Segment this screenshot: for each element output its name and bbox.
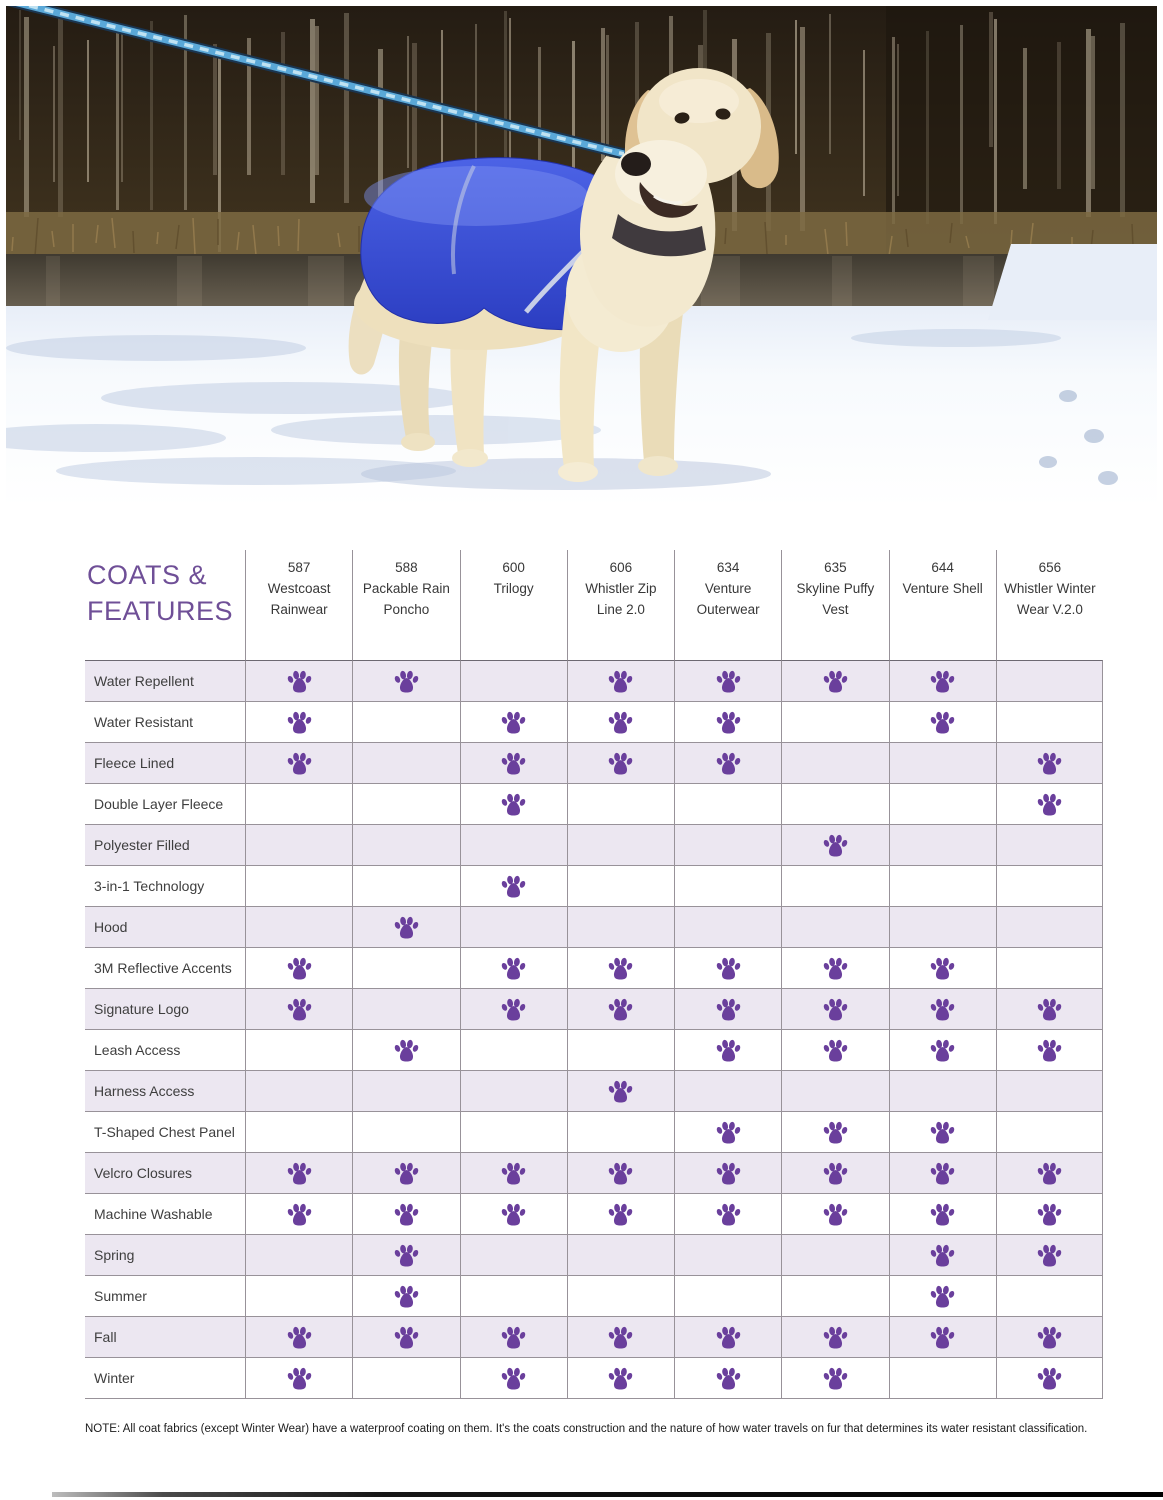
- feature-cell: [674, 988, 781, 1029]
- paw-print-icon: [1036, 1038, 1063, 1063]
- feature-cell: [245, 1111, 352, 1152]
- feature-label: Hood: [85, 906, 245, 947]
- feature-cell: [674, 1275, 781, 1316]
- paw-print-icon: [286, 751, 313, 776]
- feature-cell: [352, 824, 459, 865]
- feature-cell: [781, 1316, 888, 1357]
- feature-cell: [460, 1234, 567, 1275]
- feature-cell: [352, 988, 459, 1029]
- feature-cell: [352, 1316, 459, 1357]
- paw-print-icon: [929, 997, 956, 1022]
- paw-print-icon: [929, 1120, 956, 1145]
- feature-label: Fall: [85, 1316, 245, 1357]
- paw-print-icon: [286, 997, 313, 1022]
- paw-print-icon: [822, 956, 849, 981]
- feature-cell: [996, 1357, 1103, 1399]
- feature-cell: [674, 742, 781, 783]
- feature-label: Water Repellent: [85, 660, 245, 701]
- paw-print-icon: [715, 1202, 742, 1227]
- feature-cell: [889, 906, 996, 947]
- footnote: NOTE: All coat fabrics (except Winter Wear) have a waterproof coating on them. It's the coats construction and the nature of how water travels on fur that determines its water resistant classification.: [85, 1423, 1088, 1435]
- coat-name: Venture Outerwear: [696, 580, 760, 617]
- feature-cell: [781, 1152, 888, 1193]
- feature-cell: [567, 1070, 674, 1111]
- feature-cell: [352, 1152, 459, 1193]
- feature-cell: [567, 660, 674, 701]
- paw-print-icon: [715, 669, 742, 694]
- feature-cell: [352, 783, 459, 824]
- feature-label: Leash Access: [85, 1029, 245, 1070]
- feature-cell: [245, 783, 352, 824]
- feature-cell: [674, 1111, 781, 1152]
- feature-cell: [352, 1111, 459, 1152]
- paw-print-icon: [822, 1202, 849, 1227]
- feature-cell: [996, 988, 1103, 1029]
- feature-cell: [781, 906, 888, 947]
- coat-name: Whistler Winter Wear V.2.0: [1004, 580, 1096, 617]
- paw-print-icon: [500, 1202, 527, 1227]
- feature-cell: [245, 906, 352, 947]
- feature-label: Summer: [85, 1275, 245, 1316]
- features-table: [85, 550, 1103, 1399]
- feature-cell: [460, 1275, 567, 1316]
- paw-print-icon: [822, 833, 849, 858]
- paw-print-icon: [929, 1284, 956, 1309]
- feature-cell: [460, 783, 567, 824]
- feature-cell: [889, 1070, 996, 1111]
- feature-cell: [245, 1234, 352, 1275]
- feature-cell: [460, 865, 567, 906]
- feature-cell: [352, 701, 459, 742]
- dog-paw: [401, 433, 435, 451]
- paw-print-icon: [607, 710, 634, 735]
- feature-cell: [352, 1275, 459, 1316]
- feature-cell: [460, 988, 567, 1029]
- feature-cell: [781, 988, 888, 1029]
- feature-cell: [889, 660, 996, 701]
- feature-cell: [781, 660, 888, 701]
- feature-cell: [352, 865, 459, 906]
- paw-print-icon: [393, 1243, 420, 1268]
- feature-cell: [245, 701, 352, 742]
- paw-print-icon: [393, 669, 420, 694]
- feature-cell: [352, 906, 459, 947]
- feature-cell: [996, 1234, 1103, 1275]
- paw-print-icon: [500, 792, 527, 817]
- feature-cell: [460, 1111, 567, 1152]
- feature-cell: [460, 1193, 567, 1234]
- coat-number: 600: [502, 560, 525, 575]
- feature-cell: [781, 783, 888, 824]
- paw-print-icon: [929, 1038, 956, 1063]
- hero-photo: [6, 6, 1157, 508]
- feature-cell: [567, 988, 674, 1029]
- feature-cell: [996, 1152, 1103, 1193]
- feature-cell: [674, 701, 781, 742]
- feature-cell: [889, 947, 996, 988]
- column-header: [567, 550, 674, 660]
- feature-cell: [781, 1070, 888, 1111]
- feature-cell: [352, 947, 459, 988]
- feature-cell: [352, 742, 459, 783]
- feature-cell: [674, 1357, 781, 1399]
- coat-name: Skyline Puffy Vest: [796, 580, 875, 617]
- paw-print-icon: [286, 956, 313, 981]
- feature-cell: [567, 947, 674, 988]
- paw-print-icon: [715, 1161, 742, 1186]
- feature-label: Winter: [85, 1357, 245, 1399]
- feature-cell: [674, 1152, 781, 1193]
- feature-cell: [567, 1029, 674, 1070]
- feature-label: Fleece Lined: [85, 742, 245, 783]
- paw-print-icon: [715, 1038, 742, 1063]
- feature-label: Velcro Closures: [85, 1152, 245, 1193]
- column-header: [889, 550, 996, 660]
- feature-cell: [889, 865, 996, 906]
- feature-cell: [996, 906, 1103, 947]
- feature-cell: [352, 1193, 459, 1234]
- feature-cell: [996, 1111, 1103, 1152]
- feature-cell: [996, 947, 1103, 988]
- feature-cell: [996, 783, 1103, 824]
- feature-cell: [245, 1357, 352, 1399]
- table-title: [85, 550, 245, 660]
- paw-print-icon: [500, 874, 527, 899]
- paw-print-icon: [929, 710, 956, 735]
- feature-cell: [352, 1234, 459, 1275]
- feature-cell: [889, 824, 996, 865]
- column-header: [781, 550, 888, 660]
- feature-cell: [245, 1275, 352, 1316]
- paw-print-icon: [1036, 1366, 1063, 1391]
- feature-cell: [674, 824, 781, 865]
- table-title-line-1: COATS &: [87, 560, 208, 590]
- feature-cell: [889, 701, 996, 742]
- feature-cell: [567, 1357, 674, 1399]
- feature-cell: [567, 865, 674, 906]
- feature-cell: [245, 1193, 352, 1234]
- feature-cell: [889, 1357, 996, 1399]
- feature-cell: [567, 1152, 674, 1193]
- feature-cell: [567, 1193, 674, 1234]
- paw-print-icon: [500, 956, 527, 981]
- paw-print-icon: [929, 956, 956, 981]
- feature-cell: [781, 701, 888, 742]
- feature-cell: [674, 660, 781, 701]
- paw-print-icon: [393, 1325, 420, 1350]
- paw-print-icon: [822, 1325, 849, 1350]
- paw-print-icon: [607, 1161, 634, 1186]
- coat-number: 588: [395, 560, 418, 575]
- feature-cell: [781, 742, 888, 783]
- feature-cell: [674, 1234, 781, 1275]
- feature-cell: [567, 742, 674, 783]
- paw-print-icon: [607, 1325, 634, 1350]
- paw-print-icon: [607, 1079, 634, 1104]
- feature-cell: [460, 1070, 567, 1111]
- feature-cell: [245, 865, 352, 906]
- column-header: [352, 550, 459, 660]
- feature-cell: [567, 701, 674, 742]
- feature-cell: [781, 1357, 888, 1399]
- paw-print-icon: [1036, 1325, 1063, 1350]
- paw-print-icon: [822, 1161, 849, 1186]
- feature-cell: [460, 701, 567, 742]
- snow-right-bank: [988, 244, 1157, 320]
- feature-cell: [889, 1234, 996, 1275]
- feature-cell: [567, 906, 674, 947]
- feature-cell: [889, 1193, 996, 1234]
- feature-cell: [567, 1111, 674, 1152]
- paw-print-icon: [929, 669, 956, 694]
- paw-print-icon: [286, 710, 313, 735]
- feature-cell: [460, 906, 567, 947]
- paw-print-icon: [393, 1284, 420, 1309]
- dog-nose: [621, 152, 651, 176]
- feature-cell: [674, 1070, 781, 1111]
- feature-cell: [781, 1111, 888, 1152]
- coat-number: 656: [1038, 560, 1062, 575]
- paw-print-icon: [607, 997, 634, 1022]
- paw-print-icon: [715, 1366, 742, 1391]
- paw-print-icon: [286, 1366, 313, 1391]
- paw-print-icon: [715, 710, 742, 735]
- feature-cell: [996, 742, 1103, 783]
- feature-cell: [996, 701, 1103, 742]
- paw-print-icon: [286, 1202, 313, 1227]
- coat-number: 634: [716, 560, 740, 575]
- paw-print-icon: [607, 1202, 634, 1227]
- feature-cell: [460, 1152, 567, 1193]
- feature-cell: [889, 1029, 996, 1070]
- paw-print-icon: [929, 1202, 956, 1227]
- feature-cell: [245, 1152, 352, 1193]
- paw-print-icon: [607, 956, 634, 981]
- feature-cell: [460, 1357, 567, 1399]
- column-header: [996, 550, 1103, 660]
- feature-cell: [460, 1029, 567, 1070]
- feature-cell: [352, 1029, 459, 1070]
- column-header: [674, 550, 781, 660]
- feature-cell: [674, 947, 781, 988]
- feature-cell: [460, 742, 567, 783]
- feature-cell: [245, 1316, 352, 1357]
- feature-label: Double Layer Fleece: [85, 783, 245, 824]
- feature-label: 3M Reflective Accents: [85, 947, 245, 988]
- paw-print-icon: [1036, 997, 1063, 1022]
- feature-cell: [567, 1275, 674, 1316]
- feature-cell: [996, 1070, 1103, 1111]
- feature-label: Water Resistant: [85, 701, 245, 742]
- feature-cell: [245, 824, 352, 865]
- feature-cell: [889, 1275, 996, 1316]
- paw-print-icon: [715, 1325, 742, 1350]
- feature-cell: [567, 783, 674, 824]
- feature-cell: [781, 1275, 888, 1316]
- feature-cell: [674, 783, 781, 824]
- feature-cell: [245, 1029, 352, 1070]
- feature-cell: [352, 1357, 459, 1399]
- table-title-line-2: FEATURES: [87, 595, 234, 626]
- paw-print-icon: [607, 669, 634, 694]
- paw-print-icon: [822, 1038, 849, 1063]
- feature-cell: [460, 1316, 567, 1357]
- paw-print-icon: [822, 997, 849, 1022]
- coat-name: Trilogy: [493, 580, 534, 596]
- feature-cell: [889, 742, 996, 783]
- dog-paw: [452, 449, 488, 467]
- feature-cell: [996, 1275, 1103, 1316]
- paw-print-icon: [393, 1202, 420, 1227]
- coat-name: Venture Shell: [902, 580, 983, 596]
- dog-paw: [558, 462, 598, 482]
- feature-label: 3-in-1 Technology: [85, 865, 245, 906]
- paw-print-icon: [1036, 792, 1063, 817]
- paw-print-icon: [393, 1161, 420, 1186]
- feature-cell: [889, 1316, 996, 1357]
- paw-print-icon: [715, 1120, 742, 1145]
- feature-cell: [996, 1316, 1103, 1357]
- bottom-dark-strip: [52, 1492, 1163, 1497]
- feature-label: Machine Washable: [85, 1193, 245, 1234]
- feature-cell: [996, 1029, 1103, 1070]
- feature-cell: [996, 824, 1103, 865]
- feature-cell: [781, 824, 888, 865]
- coat-name: Westcoast Rainwear: [267, 580, 331, 617]
- feature-cell: [674, 1193, 781, 1234]
- feature-cell: [460, 947, 567, 988]
- feature-cell: [460, 660, 567, 701]
- coat-name: Whistler Zip Line 2.0: [585, 580, 657, 617]
- feature-cell: [245, 947, 352, 988]
- paw-print-icon: [500, 997, 527, 1022]
- feature-cell: [889, 1152, 996, 1193]
- feature-label: Polyester Filled: [85, 824, 245, 865]
- feature-cell: [567, 1316, 674, 1357]
- paw-print-icon: [607, 1366, 634, 1391]
- dog-paw: [638, 456, 678, 476]
- paw-print-icon: [822, 1366, 849, 1391]
- hero-scene: [6, 6, 1157, 508]
- feature-cell: [781, 1029, 888, 1070]
- paw-print-icon: [1036, 751, 1063, 776]
- feature-cell: [889, 988, 996, 1029]
- feature-cell: [245, 660, 352, 701]
- coat-number: 635: [824, 560, 847, 575]
- feature-cell: [567, 1234, 674, 1275]
- coat-number: 587: [287, 560, 311, 575]
- paw-print-icon: [929, 1161, 956, 1186]
- paw-print-icon: [822, 1120, 849, 1145]
- paw-print-icon: [393, 915, 420, 940]
- coat-name: Packable Rain Poncho: [362, 580, 450, 617]
- coat-highlight: [364, 166, 588, 226]
- feature-cell: [674, 865, 781, 906]
- feature-cell: [352, 1070, 459, 1111]
- feature-cell: [996, 865, 1103, 906]
- paw-print-icon: [715, 956, 742, 981]
- paw-print-icon: [500, 1325, 527, 1350]
- paw-print-icon: [500, 710, 527, 735]
- feature-cell: [781, 1234, 888, 1275]
- feature-cell: [245, 1070, 352, 1111]
- paw-print-icon: [929, 1243, 956, 1268]
- paw-print-icon: [715, 751, 742, 776]
- feature-cell: [352, 660, 459, 701]
- paw-print-icon: [286, 669, 313, 694]
- coat-number: 644: [931, 560, 954, 575]
- feature-cell: [674, 906, 781, 947]
- feature-cell: [245, 742, 352, 783]
- paw-print-icon: [1036, 1161, 1063, 1186]
- column-header: [460, 550, 567, 660]
- paw-print-icon: [500, 1366, 527, 1391]
- feature-cell: [996, 1193, 1103, 1234]
- paw-print-icon: [286, 1161, 313, 1186]
- feature-cell: [781, 1193, 888, 1234]
- feature-cell: [567, 824, 674, 865]
- coat-number: 606: [609, 560, 633, 575]
- feature-label: Spring: [85, 1234, 245, 1275]
- paw-print-icon: [1036, 1243, 1063, 1268]
- feature-cell: [245, 988, 352, 1029]
- paw-print-icon: [500, 751, 527, 776]
- paw-print-icon: [607, 751, 634, 776]
- feature-cell: [889, 1111, 996, 1152]
- column-header: [245, 550, 352, 660]
- feature-cell: [781, 865, 888, 906]
- paw-print-icon: [929, 1325, 956, 1350]
- paw-print-icon: [715, 997, 742, 1022]
- feature-label: Harness Access: [85, 1070, 245, 1111]
- paw-print-icon: [500, 1161, 527, 1186]
- paw-print-icon: [822, 669, 849, 694]
- feature-cell: [889, 783, 996, 824]
- feature-cell: [674, 1029, 781, 1070]
- paw-print-icon: [286, 1325, 313, 1350]
- feature-cell: [674, 1316, 781, 1357]
- feature-label: T-Shaped Chest Panel: [85, 1111, 245, 1152]
- feature-label: Signature Logo: [85, 988, 245, 1029]
- paw-print-icon: [1036, 1202, 1063, 1227]
- feature-cell: [996, 660, 1103, 701]
- feature-cell: [460, 824, 567, 865]
- paw-print-icon: [393, 1038, 420, 1063]
- feature-cell: [781, 947, 888, 988]
